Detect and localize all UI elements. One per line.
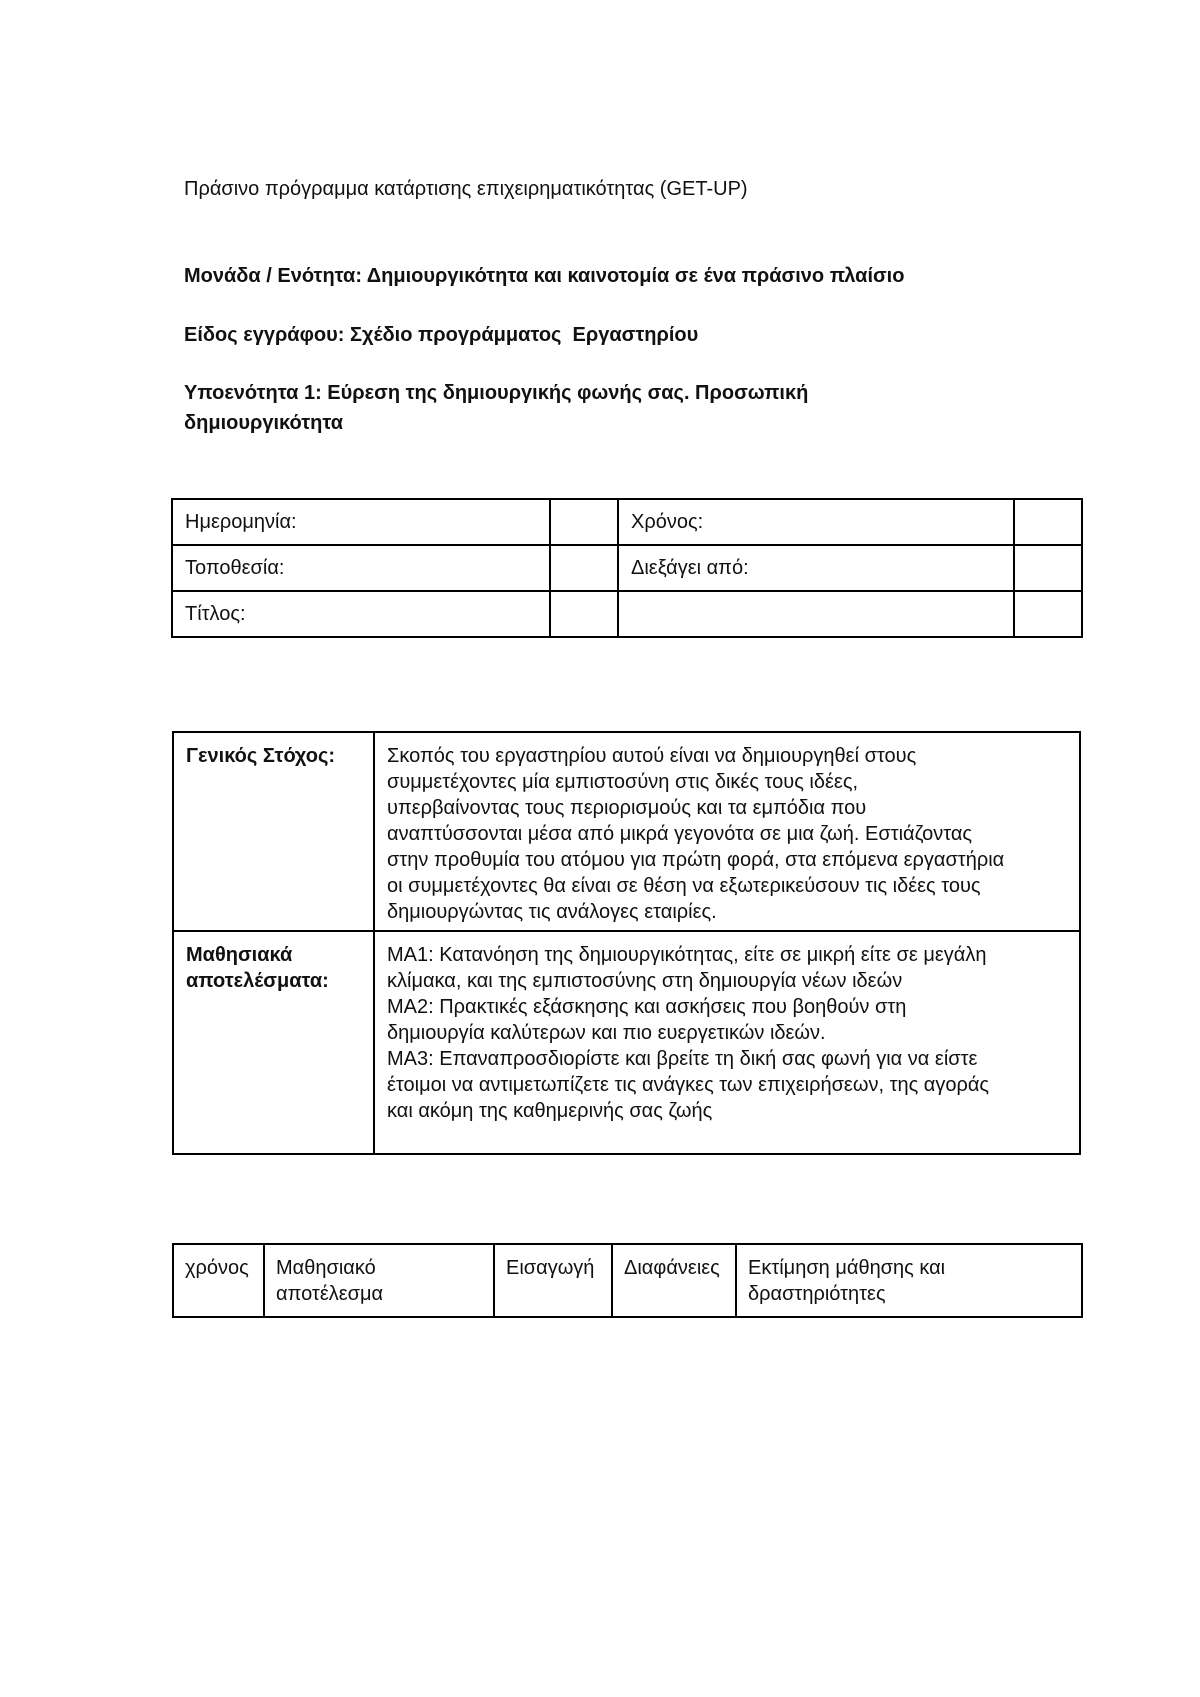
outcomes-text-cell bbox=[374, 931, 1080, 1154]
objectives-table bbox=[172, 731, 1081, 1155]
outcome-line: δημιουργία καλύτερων και πιο ευεργετικών ιδεών. bbox=[387, 1022, 826, 1044]
outcomes-label-line: Μαθησιακά bbox=[186, 944, 293, 966]
time-value-cell bbox=[1014, 499, 1082, 545]
location-value-cell bbox=[550, 545, 618, 591]
header-time bbox=[173, 1244, 264, 1317]
title-value-cell bbox=[550, 591, 618, 637]
header-introduction-text: Εισαγωγή bbox=[506, 1257, 595, 1279]
outcome-line: ΜΑ1: Κατανόηση της δημιουργικότητας, είτε σε μικρή είτε σε μεγάλη bbox=[387, 944, 987, 966]
conducted-by-value-cell bbox=[1014, 545, 1082, 591]
subunit-heading-line-2: δημιουργικότητα bbox=[184, 412, 344, 434]
goal-line: οι συμμετέχοντες θα είναι σε θέση να εξωτερικεύσουν τις ιδέες τους bbox=[387, 875, 981, 897]
subunit-heading-line-1: Υποενότητα 1: Εύρεση της δημιουργικής φωνής σας. Προσωπική bbox=[184, 382, 809, 404]
doc-type-heading: Είδος εγγράφου: Σχέδιο προγράμματος Εργαστηρίου bbox=[184, 324, 699, 346]
header-introduction bbox=[494, 1244, 612, 1317]
outcome-line: κλίμακα, και της εμπιστοσύνης στη δημιουργία νέων ιδεών bbox=[387, 970, 903, 992]
outcomes-label-line: αποτελέσματα: bbox=[186, 970, 329, 992]
empty-cell bbox=[618, 591, 1014, 637]
info-row-date-time bbox=[172, 499, 1082, 545]
unit-heading: Μονάδα / Ενότητα: Δημιουργικότητα και καινοτομία σε ένα πράσινο πλαίσιο bbox=[184, 265, 905, 287]
outcome-line: ΜΑ2: Πρακτικές εξάσκησης και ασκήσεις που βοηθούν στη bbox=[387, 996, 907, 1018]
goal-text-cell bbox=[374, 732, 1080, 931]
outcome-line: ΜΑ3: Επαναπροσδιορίστε και βρείτε τη δική σας φωνή για να είστε bbox=[387, 1048, 978, 1070]
header-slides-text: Διαφάνειες bbox=[624, 1257, 720, 1279]
goal-line: συμμετέχοντες μία εμπιστοσύνη στις δικές τους ιδέες, bbox=[387, 771, 859, 793]
header-slides bbox=[612, 1244, 736, 1317]
date-label: Ημερομηνία: bbox=[172, 499, 550, 545]
info-row-location bbox=[172, 545, 1082, 591]
header-assessment-line: Εκτίμηση μάθησης και bbox=[748, 1257, 946, 1279]
date-value-cell bbox=[550, 499, 618, 545]
goal-line: υπερβαίνοντας τους περιορισμούς και τα εμπόδια που bbox=[387, 797, 867, 819]
info-row-title bbox=[172, 591, 1082, 637]
outcomes-label-cell bbox=[173, 931, 374, 1154]
schedule-table bbox=[172, 1243, 1083, 1318]
header-assessment bbox=[736, 1244, 1082, 1317]
conducted-by-label: Διεξάγει από: bbox=[618, 545, 1014, 591]
info-table bbox=[171, 498, 1083, 638]
goal-row bbox=[173, 732, 1080, 931]
outcomes-row bbox=[173, 931, 1080, 1154]
header-learning-outcome-line: Μαθησιακό bbox=[276, 1257, 376, 1279]
location-label: Τοποθεσία: bbox=[172, 545, 550, 591]
goal-line: Σκοπός του εργαστηρίου αυτού είναι να δημιουργηθεί στους bbox=[387, 745, 917, 767]
header-learning-outcome-line: αποτέλεσμα bbox=[276, 1283, 384, 1305]
time-label: Χρόνος: bbox=[618, 499, 1014, 545]
goal-line: αναπτύσσονται μέσα από μικρά γεγονότα σε μια ζωή. Εστιάζοντας bbox=[387, 823, 973, 845]
outcome-line: έτοιμοι να αντιμετωπίζετε τις ανάγκες των επιχειρήσεων, της αγοράς bbox=[387, 1074, 990, 1096]
header-assessment-line: δραστηριότητες bbox=[748, 1283, 886, 1305]
goal-label: Γενικός Στόχος: bbox=[186, 745, 336, 767]
document-title: Πράσινο πρόγραμμα κατάρτισης επιχειρηματικότητας (GET-UP) bbox=[184, 178, 748, 200]
goal-line: στην προθυμία του ατόμου για πρώτη φορά, στα επόμενα εργαστήρια bbox=[387, 849, 1005, 871]
header-learning-outcome bbox=[264, 1244, 494, 1317]
header-time-text: χρόνος bbox=[185, 1257, 249, 1279]
schedule-header-row bbox=[173, 1244, 1082, 1317]
empty-cell bbox=[1014, 591, 1082, 637]
title-label: Τίτλος: bbox=[172, 591, 550, 637]
outcome-line: και ακόμη της καθημερινής σας ζωής bbox=[387, 1100, 713, 1122]
goal-line: δημιουργώντας τις ανάλογες εταιρίες. bbox=[387, 901, 717, 923]
goal-label-cell bbox=[173, 732, 374, 931]
